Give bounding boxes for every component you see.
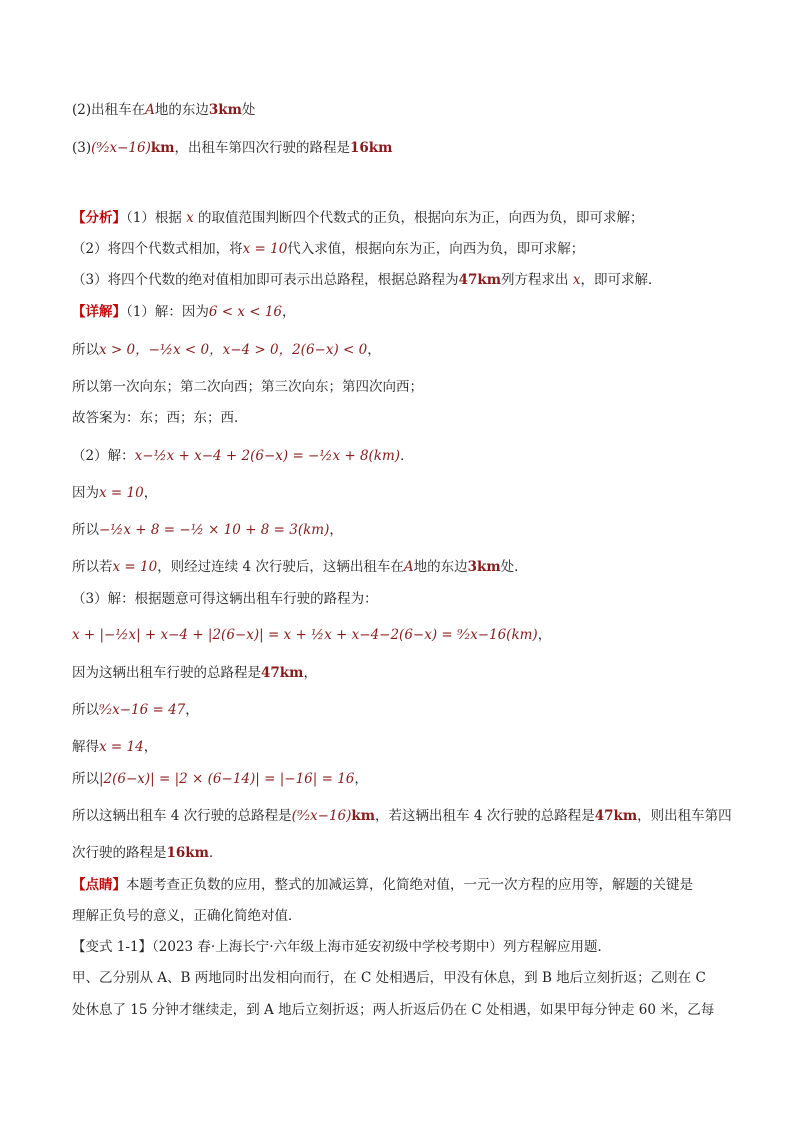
detail-l3: 所以第一次向东；第二次向西；第三次向东；第四次向西； [72,379,423,395]
detail-l2: 所以x > 0，−½x < 0，x−4 > 0，2(6−x) < 0， [72,342,381,358]
analysis-p1: 【分析】（1）根据 x 的取值范围判断四个代数式的正负，根据向东为正，向西为负，即可求解； [72,210,644,226]
detail-tag: 【详解】 [72,304,126,320]
detail-l14: 所以|2(6−x)| = |2 × (6−14)| = |−16| = 16， [72,771,368,787]
detail-l5: （2）解：x−½x + x−4 + 2(6−x) = −½x + 8(km)． [72,448,414,464]
detail-l13: 解得x = 14， [72,739,158,755]
comment-p2: 理解正负号的意义，正确化简绝对值． [72,908,302,924]
analysis-p3: （3）将四个代数的绝对值相加即可表示出总路程，根据总路程为47km列方程求出 x，即可求解． [72,272,662,288]
variant-header: 【变式 1-1】（2023 春·上海长宁·六年级上海市延安初级中学校考期中）列方程解应用题． [72,939,612,955]
detail-l7: 所以−½x + 8 = −½ × 10 + 8 = 3(km)， [72,522,343,538]
analysis-p2: （2）将四个代数式相加，将x = 10代入求值，根据向东为正，向西为负，即可求解； [72,241,585,257]
variant-tag: 【变式 1-1】 [72,939,153,955]
variant-p2: 处休息了 15 分钟才继续走，到 A 地后立刻折返；两人折返后仍在 C 处相遇，如果甲每分钟走 60 米，乙每 [72,1002,715,1018]
detail-l11: 因为这辆出租车行驶的总路程是47km， [72,665,317,681]
detail-l1: 【详解】（1）解：因为6 < x < 16， [72,304,296,320]
detail-l8: 所以若x = 10，则经过连续 4 次行驶后，这辆出租车在A地的东边3km处． [72,559,528,575]
detail-l12: 所以⁹⁄₂x−16 = 47， [72,702,199,718]
answer-2: (2)出租车在A地的东边3km处 [72,102,256,118]
comment-tag: 【点睛】 [72,877,126,893]
detail-l6: 因为x = 10， [72,485,158,501]
detail-l4: 故答案为：东；西；东；西． [72,410,248,426]
detail-l10: x + |−½x| + x−4 + |2(6−x)| = x + ½x + x−4−2(6−x) = ⁹⁄₂x−16(km)， [72,627,552,643]
detail-l16: 次行驶的路程是16km． [72,845,223,861]
answer-3: (3)(⁹⁄₂x−16)km，出租车第四次行驶的路程是16km [72,140,393,156]
detail-l9: （3）解：根据题意可得这辆出租车行驶的路程为： [72,591,378,607]
comment-p1: 【点睛】本题考查正负数的应用，整式的加减运算，化简绝对值，一元一次方程的应用等，解题的关键是 [72,877,693,893]
variant-p1: 甲、乙分别从 A、B 两地同时出发相向而行，在 C 处相遇后，甲没有休息，到 B 地后立刻折返；乙则在 C [72,970,706,986]
detail-l15: 所以这辆出租车 4 次行驶的总路程是(⁹⁄₂x−16)km，若这辆出租车 4 次行驶的总路程是47km，则出租车第四 [72,808,732,824]
analysis-tag: 【分析】 [72,210,126,226]
